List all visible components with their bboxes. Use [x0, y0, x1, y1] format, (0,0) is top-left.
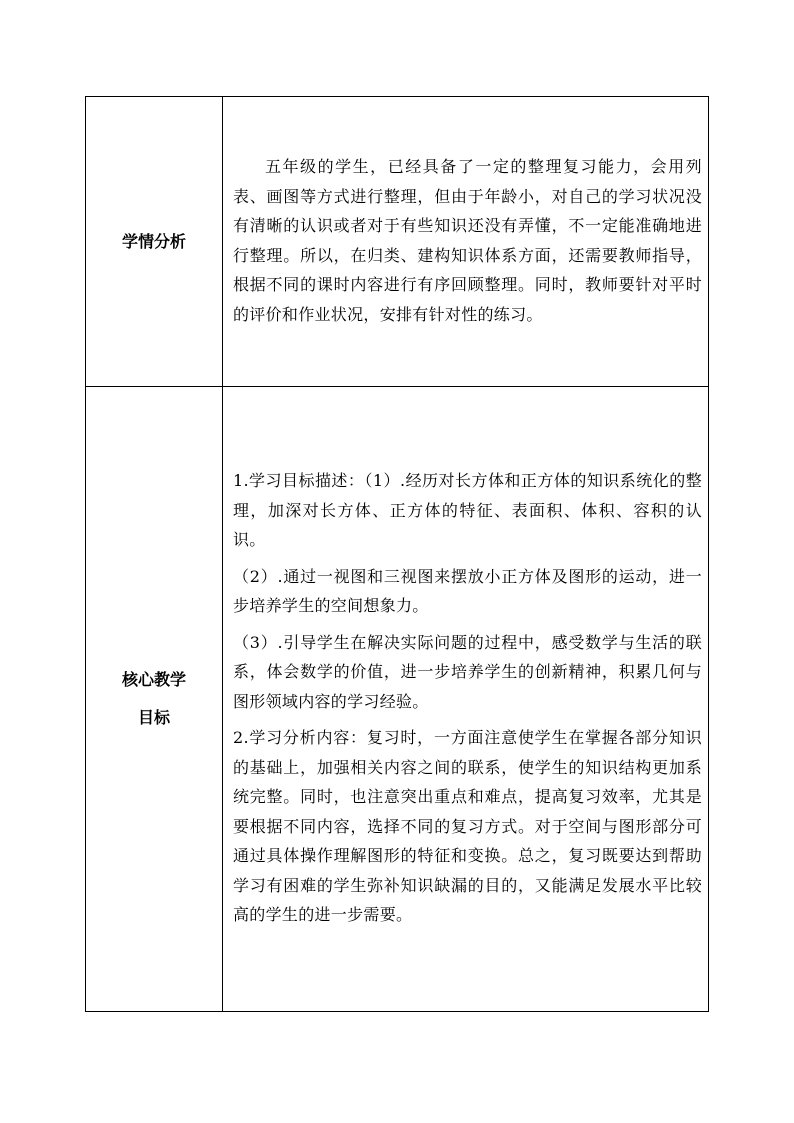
row-label-text: 学情分析 — [121, 231, 186, 251]
row-label-learning-analysis — [86, 97, 223, 387]
row-label-core-objectives — [86, 387, 223, 1012]
table-row-learning-analysis — [86, 97, 709, 387]
paragraph: （2）.通过一视图和三视图来摆放小正方体及图形的运动，进一步培养学生的空间想象力。 — [233, 566, 702, 616]
paragraph: 2.学习分析内容：复习时，一方面注意使学生在掌握各部分知识的基础上，加强相关内容之间的联系，使学生的知识结构更加系统完整。同时，也注意突出重点和难点，提高复习效率，尤其是要根据不同内容，选择不同的复习方式。对于空间与图形部分可通过具体操作理解图形的特征和变换。总之，复习既要达到帮助学习有困难的学生弥补知识缺漏的目的，又能满足发展水平比较高的学生的进一步需要。 — [233, 728, 702, 925]
table-row-core-objectives — [86, 387, 709, 1012]
row-content-learning-analysis — [223, 97, 709, 387]
lesson-plan-table — [85, 96, 709, 1012]
paragraph: 五年级的学生，已经具备了一定的整理复习能力，会用列表、画图等方式进行整理，但由于年龄小，对自己的学习状况没有清晰的认识或者对于有些知识还没有弄懂，不一定能准确地进行整理。所以，在归类、建构知识体系方面，还需要教师指导，根据不同的课时内容进行有序回顾整理。同时，教师要针对平时的评价和作业状况，安排有针对性的练习。 — [233, 157, 702, 324]
row-label-line-2: 目标 — [137, 708, 170, 727]
row-label-line-1: 核心教学 — [121, 670, 186, 689]
paragraph: 1.学习目标描述：（1）.经历对长方体和正方体的知识系统化的整理，加深对长方体、正方体的特征、表面积、体积、容积的认识。 — [233, 471, 702, 550]
row-content-core-objectives — [223, 387, 709, 1012]
paragraph: （3）.引导学生在解决实际问题的过程中，感受数学与生活的联系，体会数学的价值，进一步培养学生的创新精神，积累几何与图形领域内容的学习经验。 — [233, 632, 702, 711]
